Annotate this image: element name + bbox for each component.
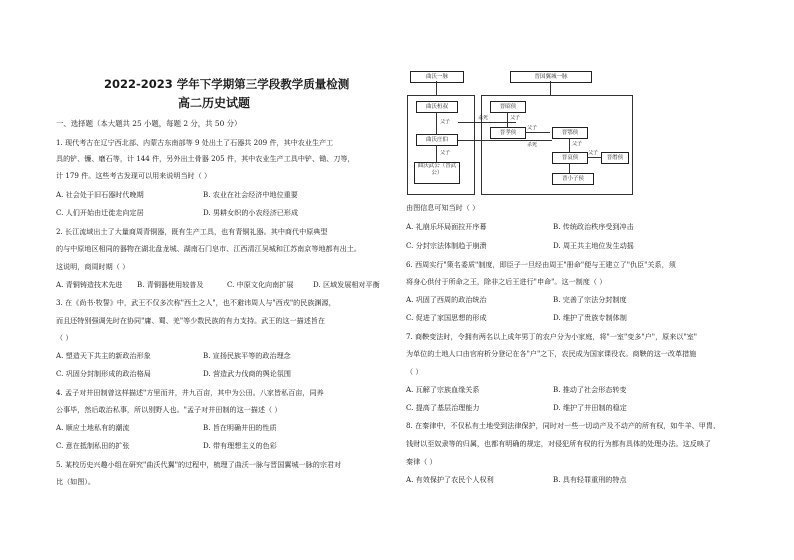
right-link-3 [569,138,570,152]
q6-option-c: C. 促进了家国思想的形成 [406,313,487,322]
q7-line1: 7. 商鞅变法时，令拥有两名以上成年男丁的农户分为小家庭，将"一室"变多"户"，原来以"室" [406,332,698,341]
q5-option-a: A. 礼崩乐坏局面拉开序幕 [406,222,487,231]
right-link-5 [587,157,601,158]
right-link-2 [525,132,550,133]
q3-option-b: B. 宣扬民族平等的政治理念 [203,351,291,360]
q1-line3: 计 179 件。这些考古发现可以用来说明当时（ ） [56,171,212,180]
rel-label-6: 父子 [588,150,599,156]
rel-label-4: 父子 [527,125,538,131]
q3-option-d: D. 营造武力伐商的舆论氛围 [203,369,291,378]
q7-option-c: C. 提高了基层治理能力 [406,403,480,412]
left-link-1 [436,112,437,134]
q4-option-d: D. 带有理想主义的色彩 [203,441,277,450]
q1-option-b: B. 农业在社会经济中地位重要 [203,190,298,199]
q6-option-d: D. 维护了贵族专制体制 [553,313,627,322]
q2-option-c: C. 中原文化向南扩展 [227,280,294,289]
q5-option-c: C. 分封宗法体制趋于崩溃 [406,241,487,250]
q5-option-b: B. 传统政治秩序受到冲击 [553,222,634,231]
kill-label-1: 杀死 [478,115,489,121]
q1-line2: 具的铲、镰、磨石等，计 144 件，另外出土骨器 205 件，其中农业生产工具中铲、锄、刀等， [56,154,355,163]
rel-label-3: 父子 [510,115,521,121]
q4-option-b: B. 旨在明确井田的性质 [203,423,277,432]
exam-subject: 高二历史试题 [178,96,251,110]
q2-option-b: B. 青铜器使用较普及 [137,280,204,289]
kill-arrow-2 [458,140,552,141]
rel-label-1: 父子 [440,119,451,125]
kill-arrow-1 [458,122,516,123]
q3-line3: （ ） [56,333,73,342]
q8-line1: 8. 在秦律中，不仅私有土地受到法律保护，同时对一些一切动产及不动产的所有权，如牛羊、甲冑、 [406,421,721,430]
q7-option-b: B. 推动了社会形态转变 [553,385,627,394]
q8-line3: 秦律（ ） [406,457,437,466]
node-quwo-wugong: 曲沃武公（晋武公） [414,162,460,184]
q7-line3: （ ） [406,367,423,376]
q1-option-c: C. 人们开始由迁徙走向定居 [56,208,144,217]
q2-line2: 的与中原地区相同的器物在湖北盘龙城、湖南石门皂市、江西清江吴城和江苏南京等地都有出土。 [56,244,362,253]
q4-line2: 公事毕，然后敢治私事，所以别野人也。"孟子对井田制的这一描述（ ） [56,405,282,414]
node-quwo-huanshu: 曲沃桓叔 [416,101,458,113]
q4-option-c: C. 意在抵制私田的扩张 [56,441,130,450]
q5-line2: 比（如图）。 [56,477,96,486]
q1-option-d: D. 男耕女织的小农经济已形成 [203,208,299,217]
node-jin-aihou: 晋哀侯 [552,152,588,164]
right-link-4 [569,163,570,173]
q4-option-a: A. 顺应土地私有的潮流 [56,423,130,432]
node-jin-xiaozihou: 晋小子侯 [552,173,594,185]
q5-option-d: D. 周王共主地位发生动摇 [553,241,634,250]
q7-option-a: A. 瓦解了宗族血缘关系 [406,385,480,394]
right-connector [550,81,551,95]
node-jin-ehou: 晋鄂侯 [552,127,588,139]
q3-option-a: A. 塑造天下共主的新政治形象 [56,351,151,360]
q3-line1: 3. 在《尚书·牧誓》中，武王不仅多次称"西土之人"，也不避讳周人与"西戎"的民族渊源， [56,298,336,307]
left-link-2 [436,145,437,162]
right-lineage-header: 晋国翼城一脉 [510,71,592,83]
node-jin-zhaohou: 晋昭侯 [490,101,526,113]
exam-title: 2022-2023 学年下学期第三学段教学质量检测 [104,77,350,91]
node-quwo-zhuangbo: 曲沃庄伯 [416,134,458,146]
q3-option-c: C. 巩固分封制形成的政治格局 [56,369,151,378]
q4-line1: 4. 孟子对井田制曾这样描述"方里而井，井九百亩，其中为公田。八家皆私百亩，同养 [56,388,324,397]
left-lineage-header: 曲沃一脉 [410,71,464,83]
q2-option-a: A. 青铜铸造技术先进 [56,280,123,289]
node-jin-minhou: 晋缗侯 [601,152,629,164]
kill-label-2: 杀死 [527,142,538,148]
q8-option-b: B. 具有轻罪重刑的特点 [553,475,627,484]
q6-option-b: B. 完善了宗法分封制度 [553,295,627,304]
q2-line1: 2. 长江流域出土了大量商周青铜器，既有生产工具，也有青铜礼器。其中商代中原典型 [56,227,328,236]
q6-line1: 6. 西周实行"策名委质"制度，即臣子一旦经由周王"册命"便与王建立了"仇臣"关系，须 [406,260,676,269]
q5-line1: 5. 某校历史兴趣小组在研究"曲沃代翼"的过程中，梳理了曲沃一脉与晋国翼城一脉的宗君对 [56,460,342,469]
q1-line1: 1. 现代考古在辽宁西北部、内蒙古东南部等 9 处出土了石器共 209 件，其中农业生产工 [56,138,334,147]
rel-label-5: 父子 [572,141,583,147]
rel-label-2: 父子 [440,150,451,156]
section-heading: 一、选择题（本大题共 25 小题，每题 2 分，共 50 分） [56,119,242,128]
q7-option-d: D. 维护了井田制的稳定 [553,403,627,412]
q1-option-a: A. 社会处于旧石器时代晚期 [56,190,144,199]
q6-option-a: A. 巩固了西周的政治统治 [406,295,487,304]
q6-line2: 将身心供付于所命之王，除非之后王进行"申命"。这一制度（ ） [406,277,607,286]
q8-option-a: A. 有效保护了农民个人权利 [406,475,494,484]
right-link-1 [507,112,508,128]
left-connector [436,81,437,95]
q8-line2: 钱财以至奴隶等的归属，也都有明确的规定，对侵犯所有权的行为都有具体的处理办法。这反映了 [406,439,712,448]
q2-option-d: D. 区域发展相对平衡 [313,280,380,289]
q3-line2: 而且还特别强调先时在协同"庸、蜀、羌"等少数民族的有力支持。武王的这一描述旨在 [56,316,325,325]
q5-prompt: 由图信息可知当时（ ） [406,203,480,212]
q7-line2: 为单位的土地人口由官府析分登记在各"户"之下，农民成为国家课役农。商鞅的这一改革措施 [406,349,697,358]
node-jin-xiaohou: 晋孝侯 [490,127,526,139]
q2-line3: 这说明，商周时期（ ） [56,262,130,271]
